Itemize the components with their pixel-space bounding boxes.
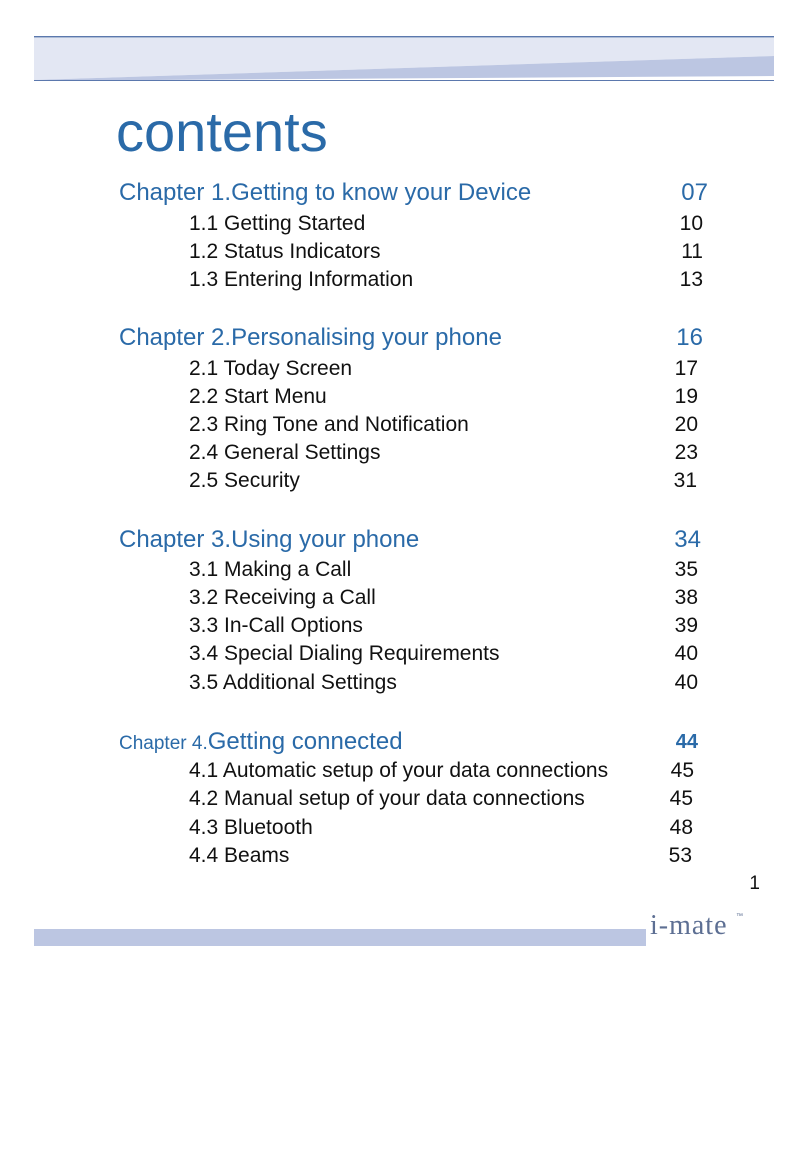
section-title: 2.1 Today Screen: [189, 357, 353, 380]
section-title: 4.2 Manual setup of your data connections: [189, 787, 585, 810]
section-title: 4.3 Bluetooth: [189, 816, 313, 839]
toc-entry[interactable]: [0, 411, 808, 439]
toc-entry[interactable]: [0, 640, 808, 668]
page-number: 1: [749, 873, 760, 894]
section-title: 3.4 Special Dialing Requirements: [189, 642, 500, 665]
trademark-mark: ™: [736, 913, 743, 920]
i-mate-logo: [648, 906, 748, 942]
chapter-2-entry[interactable]: [0, 323, 808, 353]
section-page-number: 39: [674, 614, 698, 637]
section-page-number: 40: [674, 671, 698, 694]
section-page-number: 48: [669, 816, 693, 839]
chapter-page-number: 16: [676, 324, 703, 351]
section-title: 1.2 Status Indicators: [189, 240, 381, 263]
section-page-number: 23: [674, 441, 698, 464]
chapter-title: Chapter 3.Using your phone: [119, 526, 420, 553]
section-page-number: 31: [673, 469, 697, 492]
section-title: 2.2 Start Menu: [189, 385, 327, 408]
toc-entry[interactable]: [0, 814, 808, 842]
toc-entry[interactable]: [0, 383, 808, 411]
section-page-number: 45: [669, 787, 693, 810]
section-title: 4.1 Automatic setup of your data connections: [189, 759, 609, 782]
section-title: 3.2 Receiving a Call: [189, 586, 376, 609]
section-title: 2.4 General Settings: [189, 441, 381, 464]
toc-entry[interactable]: [0, 612, 808, 640]
toc-entry[interactable]: [0, 584, 808, 612]
footer-band: [34, 929, 646, 946]
chapter-4-entry[interactable]: [0, 727, 808, 757]
section-page-number: 19: [674, 385, 698, 408]
toc-entry[interactable]: [0, 757, 808, 785]
chapter-title: Chapter 2.Personalising your phone: [119, 324, 502, 351]
section-title: 4.4 Beams: [189, 844, 290, 867]
chapter-page-number: 44: [675, 731, 698, 753]
section-page-number: 53: [668, 844, 692, 867]
chapter-page-number: 34: [674, 526, 701, 553]
toc-entry[interactable]: [0, 842, 808, 870]
section-title: 1.1 Getting Started: [189, 212, 366, 235]
chapter-1-entry[interactable]: [0, 178, 808, 208]
toc-entry[interactable]: [0, 238, 808, 266]
logo-text: i-mate: [650, 910, 728, 941]
section-page-number: 35: [674, 558, 698, 581]
section-page-number: 17: [674, 357, 698, 380]
section-page-number: 45: [670, 759, 694, 782]
section-page-number: 13: [679, 268, 703, 291]
toc-entry[interactable]: [0, 669, 808, 697]
header-band: [34, 36, 774, 81]
section-page-number: 11: [681, 240, 703, 263]
section-page-number: 10: [679, 212, 703, 235]
chapter-page-number: 07: [681, 179, 708, 206]
section-title: 2.5 Security: [189, 469, 300, 492]
toc-entry[interactable]: [0, 556, 808, 584]
page-title: contents: [116, 100, 328, 163]
section-title: 1.3 Entering Information: [189, 268, 414, 291]
toc-entry[interactable]: [0, 439, 808, 467]
section-page-number: 38: [674, 586, 698, 609]
section-page-number: 40: [674, 642, 698, 665]
section-title: 3.5 Additional Settings: [189, 671, 397, 694]
section-title: 3.3 In-Call Options: [189, 614, 363, 637]
toc-entry[interactable]: [0, 785, 808, 813]
section-title: 2.3 Ring Tone and Notification: [189, 413, 469, 436]
toc-entry[interactable]: [0, 210, 808, 238]
toc-entry[interactable]: [0, 467, 808, 495]
toc-entry[interactable]: [0, 355, 808, 383]
section-page-number: 20: [674, 413, 698, 436]
chapter-title: Chapter 4.Getting connected: [119, 728, 403, 755]
chapter-title: Chapter 1.Getting to know your Device: [119, 179, 532, 206]
toc-entry[interactable]: [0, 266, 808, 294]
chapter-3-entry[interactable]: [0, 525, 808, 555]
section-title: 3.1 Making a Call: [189, 558, 352, 581]
